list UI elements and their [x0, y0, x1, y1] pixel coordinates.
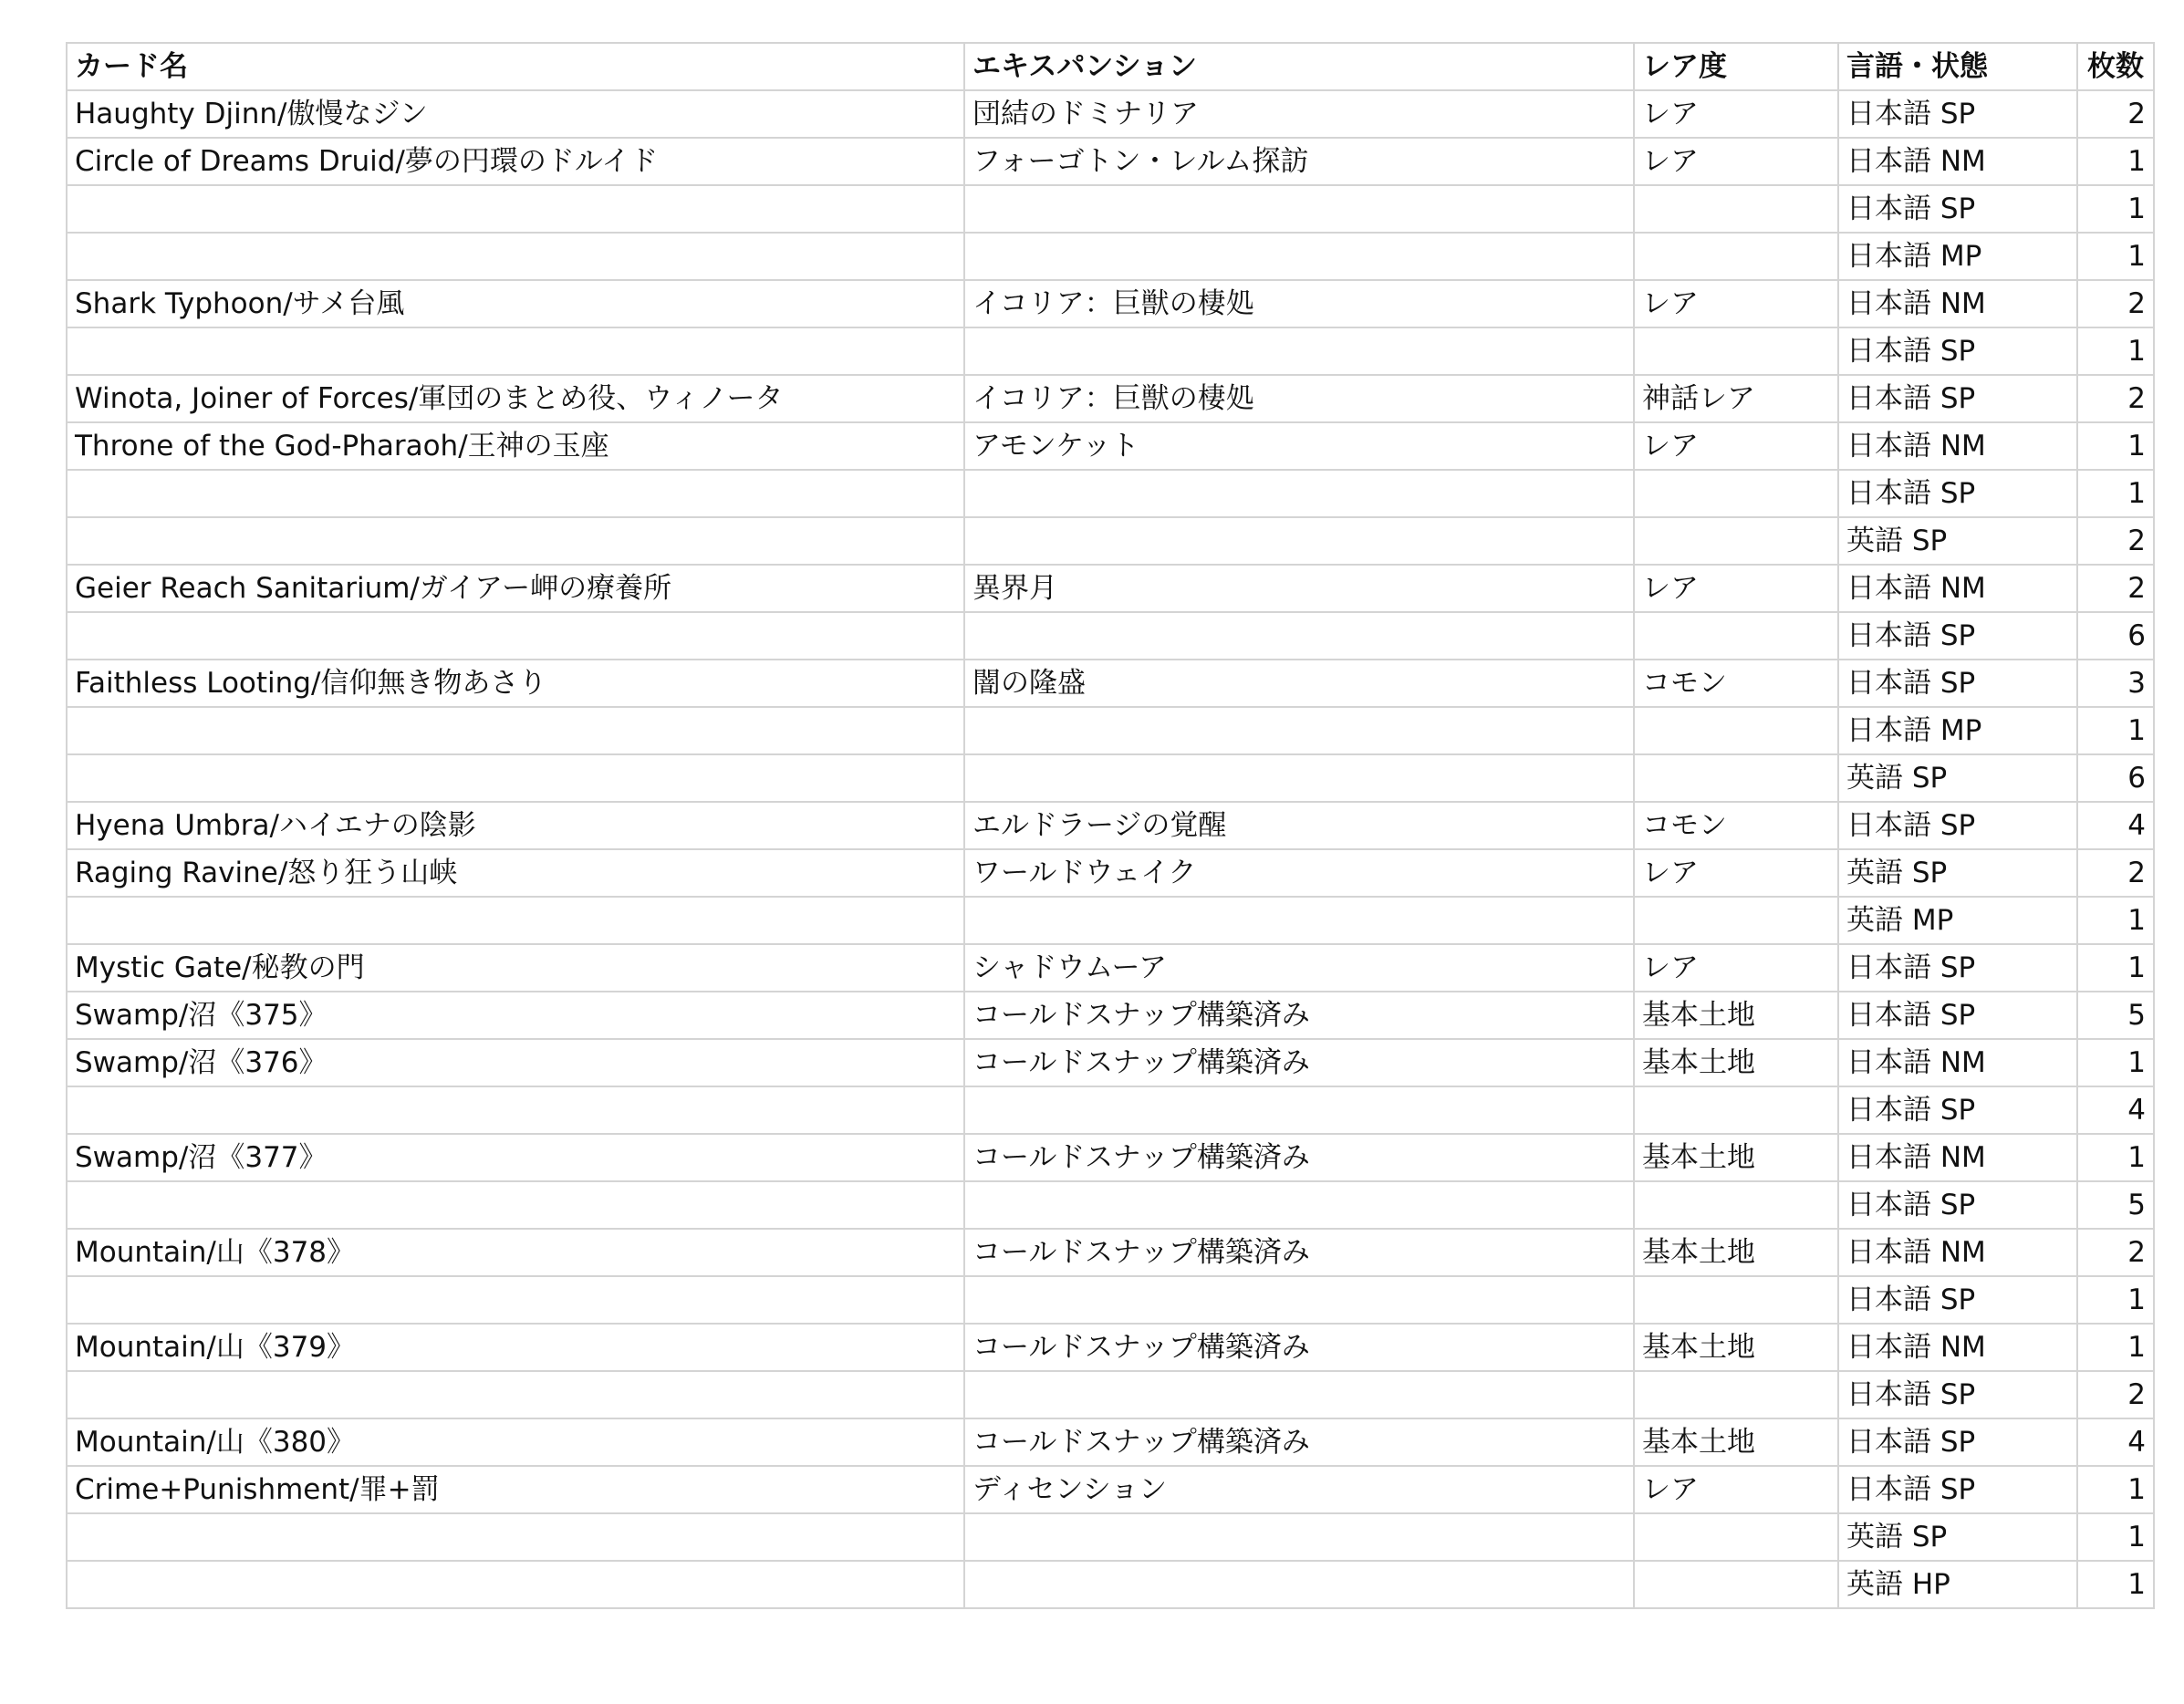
card-name-cell	[67, 612, 964, 660]
card-name-cell: Mountain/山《379》	[67, 1324, 964, 1371]
card-name-cell: Faithless Looting/信仰無き物あさり	[67, 660, 964, 707]
rarity-cell	[1634, 897, 1838, 944]
expansion-cell	[964, 185, 1634, 233]
card-name-cell	[67, 185, 964, 233]
expansion-cell: コールドスナップ構築済み	[964, 992, 1634, 1039]
condition-cell: 日本語 NM	[1838, 1134, 2077, 1181]
expansion-cell	[964, 707, 1634, 754]
card-name-cell	[67, 327, 964, 375]
table-row	[67, 1039, 2154, 1086]
table-row	[67, 1418, 2154, 1466]
rarity-cell	[1634, 612, 1838, 660]
rarity-cell	[1634, 1513, 1838, 1561]
card-name-cell: Haughty Djinn/傲慢なジン	[67, 90, 964, 138]
quantity-cell: 2	[2077, 849, 2154, 897]
table-header-row	[67, 43, 2154, 90]
expansion-cell: コールドスナップ構築済み	[964, 1134, 1634, 1181]
condition-cell: 日本語 NM	[1838, 1229, 2077, 1276]
header-rarity: レア度	[1634, 43, 1838, 90]
table-row	[67, 375, 2154, 422]
rarity-cell	[1634, 1276, 1838, 1324]
rarity-cell: レア	[1634, 90, 1838, 138]
card-name-cell	[67, 754, 964, 802]
rarity-cell: 基本土地	[1634, 1324, 1838, 1371]
card-name-cell: Mystic Gate/秘教の門	[67, 944, 964, 992]
table-row	[67, 470, 2154, 517]
quantity-cell: 1	[2077, 1561, 2154, 1608]
card-name-cell: Geier Reach Sanitarium/ガイアー岬の療養所	[67, 565, 964, 612]
table-row	[67, 754, 2154, 802]
expansion-cell	[964, 1181, 1634, 1229]
rarity-cell	[1634, 754, 1838, 802]
quantity-cell: 1	[2077, 944, 2154, 992]
table-body	[67, 90, 2154, 1608]
quantity-cell: 4	[2077, 802, 2154, 849]
condition-cell: 日本語 SP	[1838, 185, 2077, 233]
table-row	[67, 517, 2154, 565]
condition-cell: 英語 SP	[1838, 1513, 2077, 1561]
quantity-cell: 4	[2077, 1086, 2154, 1134]
table-row	[67, 233, 2154, 280]
condition-cell: 日本語 NM	[1838, 565, 2077, 612]
condition-cell: 日本語 NM	[1838, 1324, 2077, 1371]
condition-cell: 日本語 SP	[1838, 802, 2077, 849]
quantity-cell: 1	[2077, 1466, 2154, 1513]
rarity-cell: レア	[1634, 849, 1838, 897]
condition-cell: 日本語 NM	[1838, 1039, 2077, 1086]
quantity-cell: 1	[2077, 1039, 2154, 1086]
card-name-cell	[67, 1086, 964, 1134]
card-name-cell	[67, 1561, 964, 1608]
expansion-cell	[964, 470, 1634, 517]
condition-cell: 日本語 SP	[1838, 375, 2077, 422]
condition-cell: 英語 SP	[1838, 849, 2077, 897]
condition-cell: 日本語 SP	[1838, 612, 2077, 660]
quantity-cell: 5	[2077, 992, 2154, 1039]
card-name-cell: Swamp/沼《376》	[67, 1039, 964, 1086]
table-row	[67, 1229, 2154, 1276]
rarity-cell	[1634, 1181, 1838, 1229]
quantity-cell: 2	[2077, 375, 2154, 422]
quantity-cell: 1	[2077, 185, 2154, 233]
card-name-cell: Swamp/沼《377》	[67, 1134, 964, 1181]
quantity-cell: 2	[2077, 565, 2154, 612]
header-lang-condition: 言語・状態	[1838, 43, 2077, 90]
quantity-cell: 1	[2077, 327, 2154, 375]
card-name-cell	[67, 470, 964, 517]
expansion-cell: シャドウムーア	[964, 944, 1634, 992]
rarity-cell	[1634, 517, 1838, 565]
expansion-cell: アモンケット	[964, 422, 1634, 470]
condition-cell: 日本語 SP	[1838, 90, 2077, 138]
card-name-cell	[67, 897, 964, 944]
rarity-cell: 基本土地	[1634, 992, 1838, 1039]
table-row	[67, 138, 2154, 185]
table-row	[67, 849, 2154, 897]
quantity-cell: 2	[2077, 517, 2154, 565]
expansion-cell: イコリア：巨獣の棲処	[964, 375, 1634, 422]
table-row	[67, 944, 2154, 992]
table-row	[67, 1181, 2154, 1229]
card-name-cell	[67, 1371, 964, 1418]
expansion-cell: ディセンション	[964, 1466, 1634, 1513]
rarity-cell	[1634, 1086, 1838, 1134]
condition-cell: 日本語 NM	[1838, 422, 2077, 470]
expansion-cell: 団結のドミナリア	[964, 90, 1634, 138]
quantity-cell: 2	[2077, 1371, 2154, 1418]
card-name-cell	[67, 1513, 964, 1561]
quantity-cell: 2	[2077, 1229, 2154, 1276]
quantity-cell: 6	[2077, 612, 2154, 660]
quantity-cell: 1	[2077, 1513, 2154, 1561]
condition-cell: 日本語 SP	[1838, 992, 2077, 1039]
rarity-cell: コモン	[1634, 660, 1838, 707]
quantity-cell: 2	[2077, 280, 2154, 327]
condition-cell: 日本語 SP	[1838, 470, 2077, 517]
table-row	[67, 1513, 2154, 1561]
rarity-cell: レア	[1634, 944, 1838, 992]
expansion-cell: コールドスナップ構築済み	[964, 1229, 1634, 1276]
quantity-cell: 1	[2077, 707, 2154, 754]
card-name-cell	[67, 707, 964, 754]
table-row	[67, 280, 2154, 327]
card-name-cell: Crime+Punishment/罪+罰	[67, 1466, 964, 1513]
quantity-cell: 1	[2077, 138, 2154, 185]
expansion-cell	[964, 612, 1634, 660]
quantity-cell: 4	[2077, 1418, 2154, 1466]
expansion-cell: 闇の隆盛	[964, 660, 1634, 707]
card-name-cell: Shark Typhoon/サメ台風	[67, 280, 964, 327]
expansion-cell	[964, 233, 1634, 280]
table-row	[67, 660, 2154, 707]
condition-cell: 日本語 MP	[1838, 707, 2077, 754]
expansion-cell: イコリア：巨獣の棲処	[964, 280, 1634, 327]
quantity-cell: 1	[2077, 1324, 2154, 1371]
quantity-cell: 1	[2077, 422, 2154, 470]
card-name-cell: Mountain/山《380》	[67, 1418, 964, 1466]
table-row	[67, 802, 2154, 849]
condition-cell: 日本語 SP	[1838, 1371, 2077, 1418]
condition-cell: 日本語 SP	[1838, 1181, 2077, 1229]
condition-cell: 日本語 SP	[1838, 1276, 2077, 1324]
rarity-cell: 基本土地	[1634, 1229, 1838, 1276]
rarity-cell	[1634, 233, 1838, 280]
expansion-cell	[964, 1276, 1634, 1324]
rarity-cell	[1634, 707, 1838, 754]
card-name-cell: Swamp/沼《375》	[67, 992, 964, 1039]
condition-cell: 英語 MP	[1838, 897, 2077, 944]
rarity-cell: 基本土地	[1634, 1418, 1838, 1466]
rarity-cell: 基本土地	[1634, 1134, 1838, 1181]
rarity-cell	[1634, 327, 1838, 375]
rarity-cell	[1634, 470, 1838, 517]
table-row	[67, 1086, 2154, 1134]
rarity-cell: レア	[1634, 565, 1838, 612]
card-name-cell: Throne of the God-Pharaoh/王神の玉座	[67, 422, 964, 470]
table-row	[67, 1276, 2154, 1324]
condition-cell: 英語 SP	[1838, 517, 2077, 565]
expansion-cell: コールドスナップ構築済み	[964, 1418, 1634, 1466]
quantity-cell: 1	[2077, 1134, 2154, 1181]
condition-cell: 日本語 SP	[1838, 327, 2077, 375]
card-name-cell	[67, 233, 964, 280]
condition-cell: 日本語 SP	[1838, 1418, 2077, 1466]
condition-cell: 日本語 SP	[1838, 944, 2077, 992]
table-row	[67, 707, 2154, 754]
table-row	[67, 565, 2154, 612]
quantity-cell: 1	[2077, 233, 2154, 280]
quantity-cell: 5	[2077, 1181, 2154, 1229]
rarity-cell: レア	[1634, 422, 1838, 470]
expansion-cell: エルドラージの覚醒	[964, 802, 1634, 849]
condition-cell: 日本語 SP	[1838, 1466, 2077, 1513]
table-row	[67, 897, 2154, 944]
rarity-cell: 神話レア	[1634, 375, 1838, 422]
rarity-cell	[1634, 1371, 1838, 1418]
quantity-cell: 3	[2077, 660, 2154, 707]
rarity-cell: レア	[1634, 138, 1838, 185]
header-expansion: エキスパンション	[964, 43, 1634, 90]
condition-cell: 日本語 SP	[1838, 660, 2077, 707]
expansion-cell: コールドスナップ構築済み	[964, 1324, 1634, 1371]
expansion-cell	[964, 327, 1634, 375]
table-row	[67, 992, 2154, 1039]
rarity-cell: レア	[1634, 1466, 1838, 1513]
table-row	[67, 1466, 2154, 1513]
quantity-cell: 1	[2077, 470, 2154, 517]
card-inventory-table	[66, 42, 2155, 1609]
card-name-cell	[67, 1181, 964, 1229]
table-row	[67, 1371, 2154, 1418]
expansion-cell	[964, 1086, 1634, 1134]
expansion-cell: コールドスナップ構築済み	[964, 1039, 1634, 1086]
quantity-cell: 6	[2077, 754, 2154, 802]
quantity-cell: 1	[2077, 1276, 2154, 1324]
expansion-cell: フォーゴトン・レルム探訪	[964, 138, 1634, 185]
table-row	[67, 327, 2154, 375]
header-quantity: 枚数	[2077, 43, 2154, 90]
condition-cell: 日本語 SP	[1838, 1086, 2077, 1134]
expansion-cell	[964, 754, 1634, 802]
expansion-cell: 異界月	[964, 565, 1634, 612]
expansion-cell	[964, 1371, 1634, 1418]
condition-cell: 日本語 NM	[1838, 138, 2077, 185]
expansion-cell	[964, 517, 1634, 565]
card-name-cell: Mountain/山《378》	[67, 1229, 964, 1276]
card-name-cell	[67, 517, 964, 565]
table-row	[67, 1324, 2154, 1371]
quantity-cell: 1	[2077, 897, 2154, 944]
condition-cell: 英語 SP	[1838, 754, 2077, 802]
card-name-cell: Raging Ravine/怒り狂う山峡	[67, 849, 964, 897]
rarity-cell: コモン	[1634, 802, 1838, 849]
expansion-cell	[964, 897, 1634, 944]
table-row	[67, 612, 2154, 660]
rarity-cell	[1634, 1561, 1838, 1608]
expansion-cell	[964, 1561, 1634, 1608]
rarity-cell	[1634, 185, 1838, 233]
card-name-cell: Winota, Joiner of Forces/軍団のまとめ役、ウィノータ	[67, 375, 964, 422]
card-name-cell: Circle of Dreams Druid/夢の円環のドルイド	[67, 138, 964, 185]
header-card-name: カード名	[67, 43, 964, 90]
rarity-cell: レア	[1634, 280, 1838, 327]
condition-cell: 英語 HP	[1838, 1561, 2077, 1608]
table-row	[67, 1561, 2154, 1608]
card-name-cell	[67, 1276, 964, 1324]
expansion-cell	[964, 1513, 1634, 1561]
table-row	[67, 1134, 2154, 1181]
condition-cell: 日本語 NM	[1838, 280, 2077, 327]
quantity-cell: 2	[2077, 90, 2154, 138]
card-name-cell: Hyena Umbra/ハイエナの陰影	[67, 802, 964, 849]
table-row	[67, 90, 2154, 138]
table-row	[67, 185, 2154, 233]
expansion-cell: ワールドウェイク	[964, 849, 1634, 897]
rarity-cell: 基本土地	[1634, 1039, 1838, 1086]
condition-cell: 日本語 MP	[1838, 233, 2077, 280]
table-row	[67, 422, 2154, 470]
